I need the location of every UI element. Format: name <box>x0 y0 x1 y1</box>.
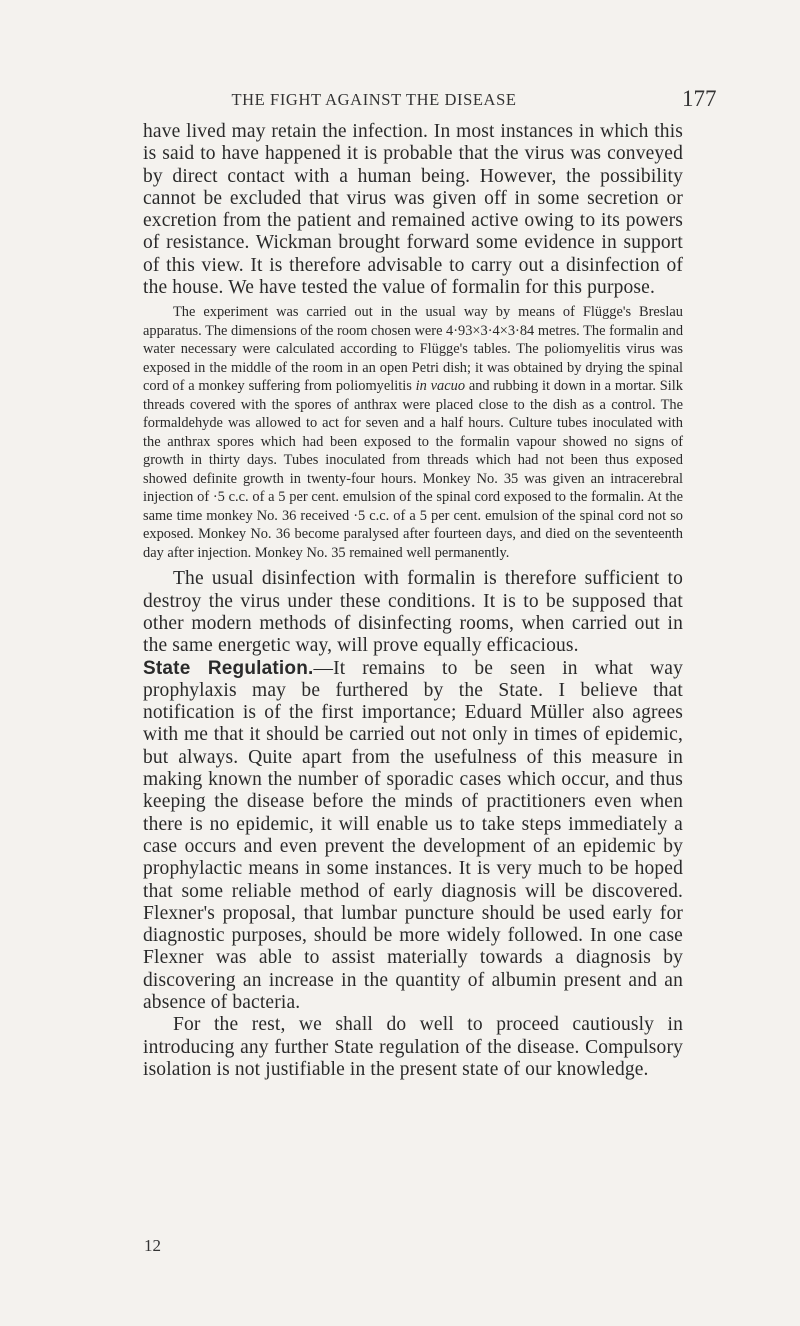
paragraph-5: For the rest, we shall do well to proceed cautiously in introducing any further State regulation of the disease. Compulsory isolation is not justifiable in the present state of our knowledge. <box>143 1014 683 1080</box>
paragraph-4-text: —It remains to be seen in what way prophylaxis may be furthered by the State. I believe that notification is of the first importance; Eduard Müller also agrees with me that it should be carried out not only in times of epidemic, but always. Quite apart from the usefulness of this measure in making known the number of sporadic cases which occur, and thus keeping the disease before the minds of practitioners even when there is no epidemic, it will enable us to take steps immediately a case occurs and even prevent the development of an epidemic by prophylactic means in some instances. It is very much to be hoped that some reliable method of early diagnosis will be discovered. Flexner's proposal, that lumbar puncture should be used early for diagnostic purposes, should be more widely followed. In one case Flexner was able to assist materially towards a diagnosis by discovering an increase in the quantity of albumin present and an absence of bacteria. <box>143 657 683 1014</box>
experiment-text-a: The experiment was carried out in the usual way by means of Flügge's Breslau apparatus. The dimensions of the room chosen were 4·93×3·4×3·84 metres. The formalin and water necessary were calculated according to Flügge's tables. The poliomyelitis virus was exposed in the middle of the room in an open Petri dish; it was obtained by drying the spinal cord of a monkey suffering from poliomyelitis <box>143 304 684 395</box>
paragraph-3: The usual disinfection with formalin is therefore sufficient to destroy the virus under these conditions. It is to be supposed that other modern methods of disinfecting rooms, when carried out in the same energetic way, will prove equally efficacious. <box>143 568 683 657</box>
state-regulation-paragraph <box>143 658 683 1015</box>
signature-mark: 12 <box>144 1236 161 1255</box>
experiment-paragraph <box>143 303 683 562</box>
running-title: THE FIGHT AGAINST THE DISEASE <box>231 90 517 109</box>
section-heading: State Regulation. <box>143 657 314 679</box>
experiment-italic: in vacuo <box>415 378 466 395</box>
page-body <box>143 121 683 1081</box>
page-number: 177 <box>682 86 717 111</box>
experiment-text-b: and rubbing it down in a mortar. Silk threads covered with the spores of anthrax were placed close to the dish as a control. The formaldehyde was allowed to act for seven and a half hours. Culture tubes inoculated with the anthrax spores which had been exposed to the formalin vapour showed no signs of growth in thirty days. Tubes inoculated from threads which had not been thus exposed showed definite growth in twenty-four hours. Monkey No. 35 was given an intracerebral injection of ·5 c.c. of a 5 per cent. emulsion of the spinal cord exposed to the formalin. At the same time monkey No. 36 received ·5 c.c. of a 5 per cent. emulsion of the spinal cord not so exposed. Monkey No. 36 become paralysed after fourteen days, and died on the seventeenth day after injection. Monkey No. 35 remained well permanently. <box>143 378 683 561</box>
paragraph-1: have lived may retain the infection. In most instances in which this is said to have happened it is probable that the virus was conveyed by direct contact with a human being. However, the possibility cannot be excluded that virus was given off in some secretion or excretion from the patient and remained active owing to its powers of resistance. Wickman brought forward some evidence in support of this view. It is therefore advisable to carry out a disinfection of the house. We have tested the value of formalin for this purpose. <box>143 121 683 299</box>
